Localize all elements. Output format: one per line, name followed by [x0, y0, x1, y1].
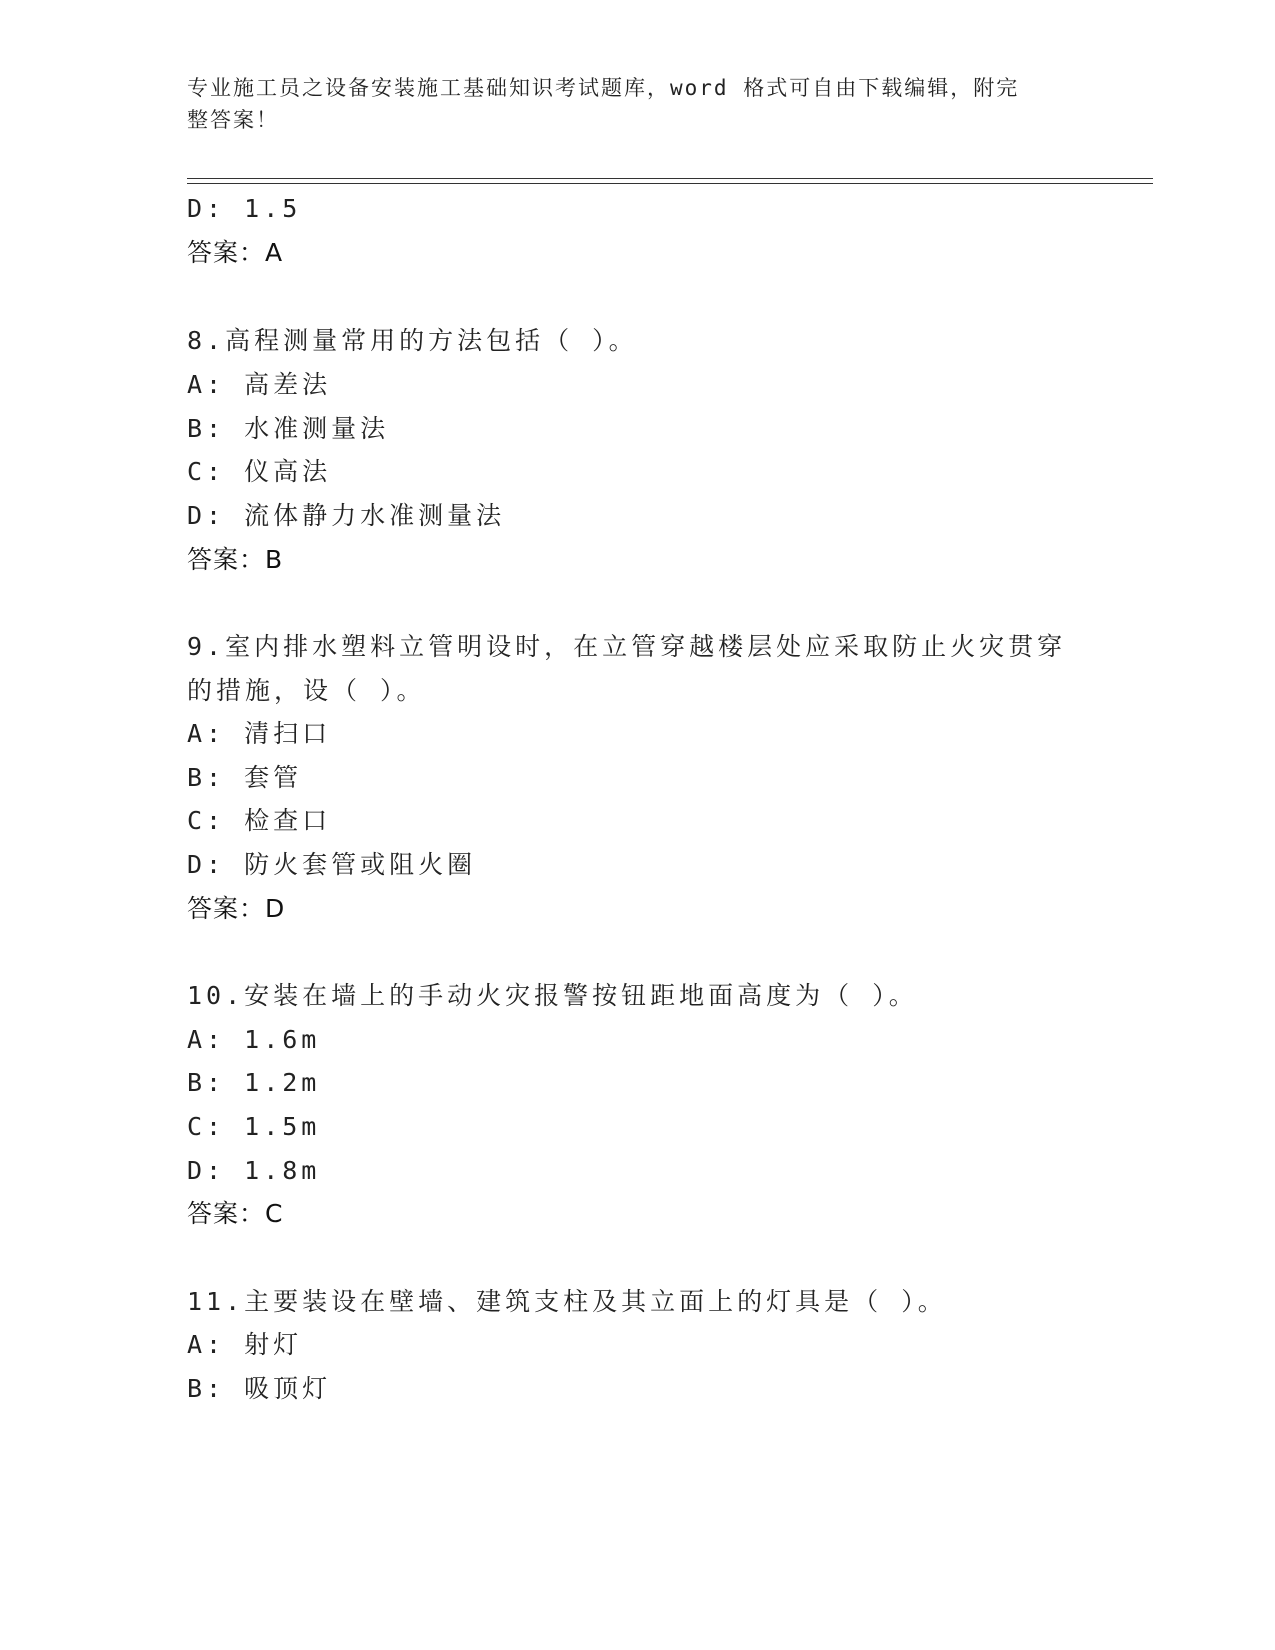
q10-stem: 10.安装在墙上的手动火灾报警按钮距地面高度为（ ）。 — [187, 981, 918, 1010]
q10-option-c: C: 1.5m — [187, 1112, 321, 1141]
q9-option-d: D: 防火套管或阻火圈 — [187, 850, 477, 879]
header-line-2: 整答案！ — [187, 108, 279, 132]
q9-stem-line-1: 9.室内排水塑料立管明设时，在立管穿越楼层处应采取防止火灾贯穿 — [187, 632, 1067, 661]
q7-option-d: D: 1.5 — [187, 194, 302, 223]
q11-option-a: A: 射灯 — [187, 1330, 303, 1359]
q9-stem-line-2: 的措施，设（ ）。 — [187, 676, 426, 705]
q7-answer: 答案：A — [187, 238, 284, 267]
header-line-1: 专业施工员之设备安装施工基础知识考试题库，word 格式可自由下载编辑，附完 — [187, 76, 1020, 100]
q8-option-d: D: 流体静力水准测量法 — [187, 501, 506, 530]
q9-option-a: A: 清扫口 — [187, 719, 332, 748]
q8-answer: 答案：B — [187, 545, 284, 574]
document-header — [187, 72, 1067, 136]
q8-option-b: B: 水准测量法 — [187, 414, 390, 443]
q10-answer: 答案：C — [187, 1199, 284, 1228]
q11-option-b: B: 吸顶灯 — [187, 1374, 332, 1403]
q8-stem: 8.高程测量常用的方法包括（ ）。 — [187, 326, 638, 355]
q8-option-a: A: 高差法 — [187, 370, 332, 399]
q9-option-b: B: 套管 — [187, 763, 303, 792]
q11-stem: 11.主要装设在壁墙、建筑支柱及其立面上的灯具是（ ）。 — [187, 1287, 947, 1316]
header-divider-top — [187, 178, 1153, 179]
q9-answer: 答案：D — [187, 894, 286, 923]
q10-option-b: B: 1.2m — [187, 1068, 321, 1097]
q10-option-a: A: 1.6m — [187, 1025, 321, 1054]
q9-option-c: C: 检查口 — [187, 806, 332, 835]
q10-option-d: D: 1.8m — [187, 1156, 321, 1185]
q8-option-c: C: 仪高法 — [187, 457, 332, 486]
header-divider-bottom — [187, 183, 1153, 184]
